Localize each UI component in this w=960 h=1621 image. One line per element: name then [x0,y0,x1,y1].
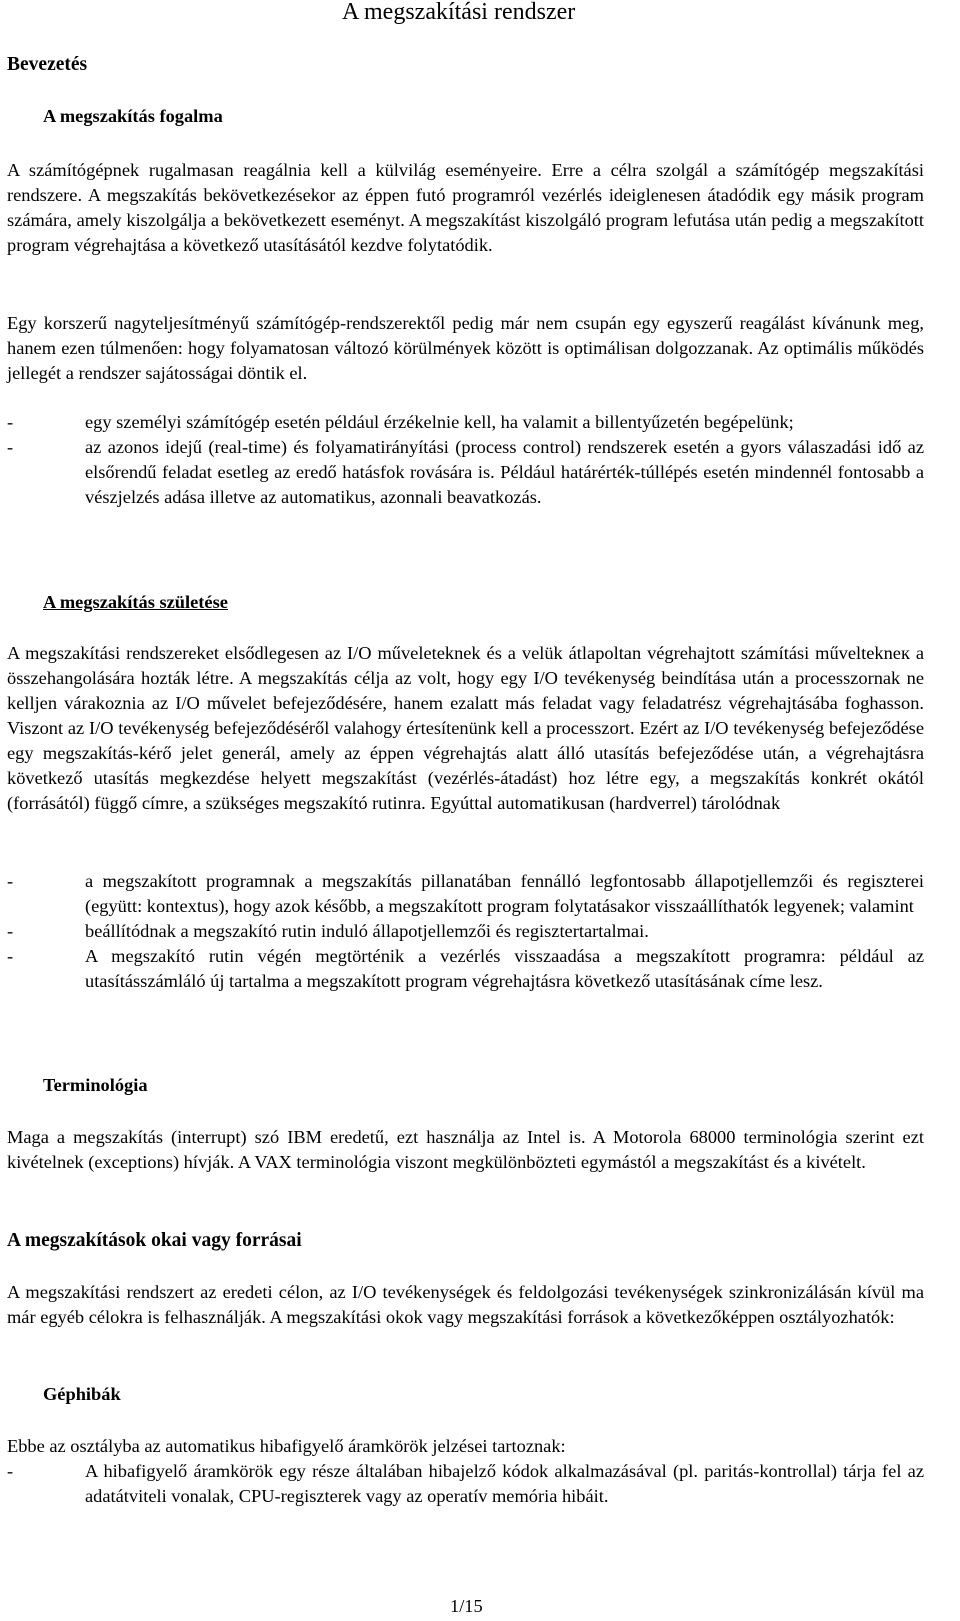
list-system-examples [7,410,924,510]
list-item [7,435,924,510]
paragraph-machine-errors: Ebbe az osztályba az automatikus hibafigyelő áramkörök jelzései tartoznak: [7,1436,566,1456]
list-stored-state [7,869,924,994]
list-dash: - [7,437,14,457]
paragraph-birth: A megszakítási rendszereket elsődlegesen az I/O műveleteknek és a velük átlapoltan végrehajtott számítási műveltekneк a összehangolására hozták létre. A megszakítás célja az volt, hogy egy I/O tevékenység beindítása után a processzornak ne kelljen várakoznia az I/O művelet befejeződésére, hanem ezalatt más feladat vagy feladatrész végrehajtásába foghasson. Viszont az I/O tevékenység befejeződéséről valahogy értesítenünk kell a processzort. Ezért az I/O tevékenység befejeződése egy megszakítás-kérő jelet generál, amely az éppen végrehajtás alatt álló utasítás befejeződése után, a végrehajtásra következő utasítás megkezdése helyett megszakítást (vezérlés-átadást) hoz létre egy, a megszakítás konkrét okától (forrásától) függő címre, a szükséges megszakító rutinra. Egyúttal automatikusan (hardverrel) tárolódnak [7,643,924,813]
list-dash: - [7,412,14,432]
list-error-detection [7,1459,924,1509]
list-item-text: beállítódnak a megszakító rutin induló állapotjellemzői és regisztertartalmai. [85,921,649,941]
section-heading-intro: Bevezetés [7,54,88,75]
list-item [7,869,924,919]
list-item [7,1459,924,1509]
list-dash: - [7,871,14,891]
list-dash: - [7,1461,14,1481]
list-item-text: A hibafigyelő áramkörök egy része általában hibajelző kódok alkalmazásával (pl. paritás-kontrollal) tárja fel az adatátviteli vonalak, CPU-regiszterek vagy az operatív memória hibáit. [85,1461,924,1506]
paragraph-intro: A számítógépnek rugalmasan reagálnia kell a külvilág eseményeire. Erre a célra szolgál a számítógép megszakítási rendszere. A megszakítás bekövetkezésekor az éppen futó programról vezérlés ideiglenesen átadódik egy másik program számára, amely kiszolgálja a bekövetkezett eseményt. A megszakítást kiszolgáló program lefutása után pedig a megszakított program végrehajtása a következő utasításától kezdve folytatódik. [7,160,924,255]
section-heading-causes: A megszakítások okai vagy forrásai [7,1230,302,1251]
document-title: A megszakítási rendszer [342,0,576,25]
list-dash: - [7,946,14,966]
paragraph-causes: A megszakítási rendszert az eredeti célon, az I/O tevékenységek és feldolgozási tevékenységek szinkronizálásán kívül ma már egyéb célokra is felhasználják. A megszakítási okok vagy megszakítási források a következőképpen osztályozhatók: [7,1282,924,1327]
subheading-birth-text: A megszakítás születése [43,592,228,612]
page-number: 1/15 [450,1596,483,1616]
list-item [7,919,924,944]
subheading-terminology: Terminológia [43,1075,148,1095]
list-dash: - [7,921,14,941]
subheading-concept: A megszakítás fogalma [43,106,223,126]
subheading-machine-errors: Géphibák [43,1384,121,1404]
list-item [7,944,924,994]
list-item-text: az azonos idejű (real-time) és folyamatirányítási (process control) rendszerek esetén a gyors válaszadási idő az elsőrendű feladat esetleg az eredő hatásfok rovására is. Például határérték-túllépés esetén mindennél fontosabb a vészjelzés adása illetve az automatikus, azonnali beavatkozás. [85,437,924,507]
list-item-text: egy személyi számítógép esetén például érzékelnie kell, ha valamit a billentyűzetén begépelünk; [85,412,794,432]
list-item [7,410,924,435]
subheading-birth [43,590,228,615]
paragraph-terminology: Maga a megszakítás (interrupt) szó IBM eredetű, ezt használja az Intel is. A Motorola 68000 terminológia szerint ezt kivételnek (exceptions) hívják. A VAX terminológia viszont megkülönbözteti egymástól a megszakítást és a kivételt. [7,1127,924,1172]
paragraph-modern-systems: Egy korszerű nagyteljesítményű számítógép-rendszerektől pedig már nem csupán egy egyszerű reagálást kívánunk meg, hanem ezen túlmenően: hogy folyamatosan változó körülmények között is optimálisan dolgozzanak. Az optimális működés jellegét a rendszer sajátosságai döntik el. [7,313,924,383]
list-item-text: A megszakító rutin végén megtörténik a vezérlés visszaadása a megszakított programra: például az utasításszámláló új tartalma a megszakított program végrehajtásra következő utasításának címe lesz. [85,946,924,991]
list-item-text: a megszakított programnak a megszakítás pillanatában fennálló legfontosabb állapotjellemzői és regiszterei (együtt: kontextus), hogy azok később, a megszakított program folytatásakor visszaállíthatók legyenek; valamint [85,871,924,916]
